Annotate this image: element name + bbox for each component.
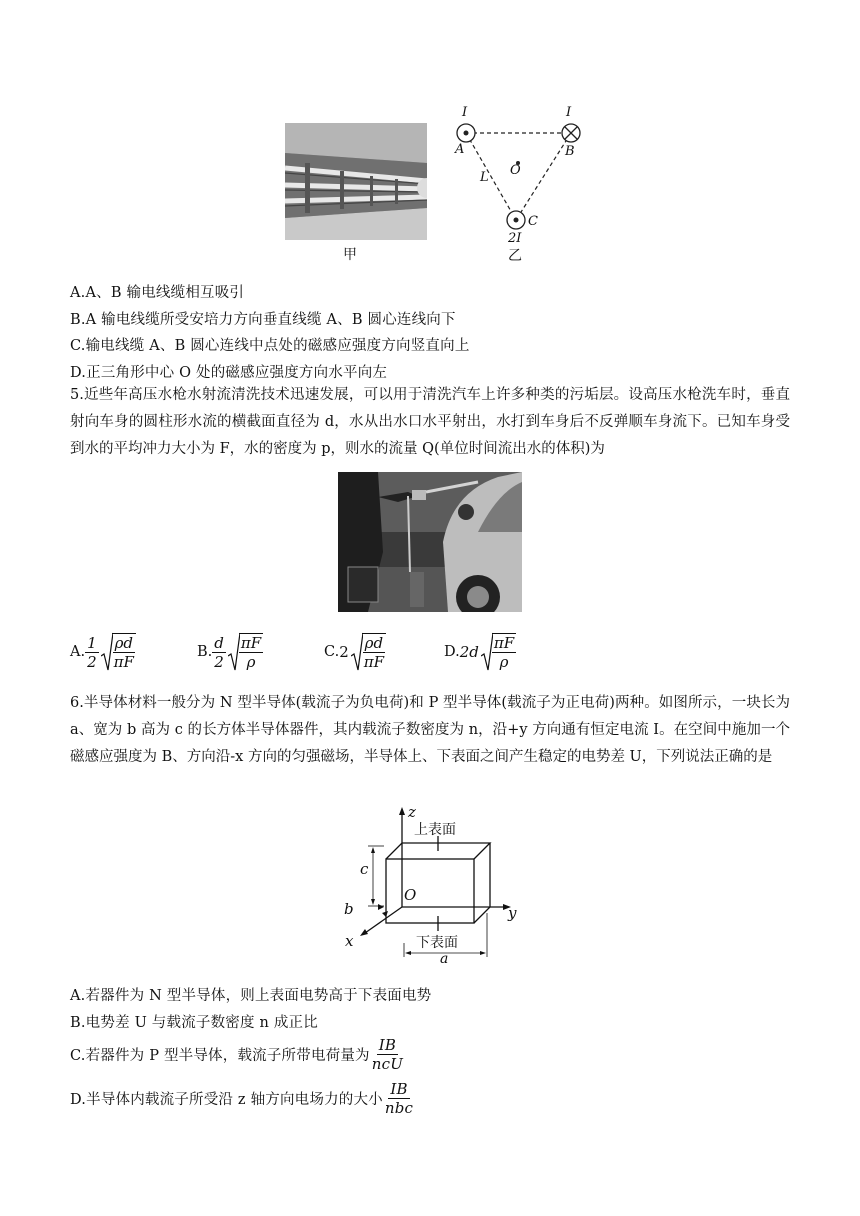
q6-option-a: A.若器件为 N 型半导体，则上表面电势高于下表面电势 [70, 988, 432, 1004]
q5-option-b: B. $\frac{d}{2}$ $\frac{\pi F}{\rho}$ [197, 633, 262, 671]
label-i-b: I [566, 105, 572, 120]
question-6-text: 6.半导体材料一般分为 N 型半导体(载流子为负电荷)和 P 型半导体(载流子为正电荷)两种。如图所示，一块长为 a、宽为 b 高为 c 的长方体半导体器件，其内载流子数密度为 n，沿+y 方向通有恒定电流 I。在空间中施加一个磁感应强度为 B、方向沿-x 方向的匀强磁场，半导体上、下表面之间产生稳定的电势差 U，下列说法正确的是 [70, 695, 790, 765]
axis-x-label: x [345, 932, 354, 950]
question-5-text: 5.近些年高压水枪水射流清洗技术迅速发展，可以用于清洗汽车上许多种类的污垢层。设高压水枪洗车时，垂直射向车身的圆柱形水流的横截面直径为 d，水从出水口水平射出，水打到车身后不反弹顺车身流下。已知车身受到水的平均冲力大小为 F，水的密度为 p，则水的流量 Q(单位时间流出水的体积)为 [70, 387, 790, 457]
q6-option-b: B.电势差 U 与载流子数密度 n 成正比 [70, 1015, 318, 1031]
q5-option-d: D. 2d $\frac{\pi F}{\rho}$ [444, 634, 515, 671]
label-i-a: I [462, 105, 468, 120]
label-l: L [480, 170, 489, 185]
q4-option-d: D.正三角形中心 O 处的磁感应强度方向水平向左 [70, 365, 388, 381]
dim-b-label: b [344, 900, 354, 918]
q6-option-d: D.半导体内载流子所受沿 z 轴方向电场力的大小 $\frac{IB}{\text{nbc}}$ [70, 1080, 414, 1117]
q4-option-c: C.输电线缆 A、B 圆心连线中点处的磁感应强度方向竖直向上 [70, 338, 470, 354]
q5-option-c: C. 2 $\frac{\rho d}{\pi F}$ [324, 634, 385, 671]
car-wash-photo [338, 472, 522, 612]
cable-a-icon [457, 124, 475, 142]
q4-option-a: A.A、B 输电线缆相互吸引 [70, 285, 245, 301]
dim-a-label: a [440, 951, 449, 967]
axis-y-label: y [508, 904, 517, 922]
label-b: B [565, 144, 575, 159]
q6-option-c: C.若器件为 P 型半导体，载流子所带电荷量为 $\frac{IB}{\text{ncU}}$ [70, 1036, 404, 1073]
label-o: O [510, 163, 521, 178]
bottom-surface-label: 下表面 [416, 935, 458, 951]
cable-b-icon [562, 124, 580, 142]
figure-caption-yi: 乙 [508, 248, 522, 264]
label-2i: 2I [508, 231, 522, 246]
dim-c-label: c [360, 860, 369, 878]
pipe-tunnel-photo [285, 123, 427, 240]
cable-c-icon [507, 211, 525, 229]
label-a: A [455, 142, 465, 157]
figure-caption-jia: 甲 [343, 247, 357, 263]
top-surface-label: 上表面 [414, 822, 456, 838]
q4-option-b: B.A 输电线缆所受安培力方向垂直线缆 A、B 圆心连线向下 [70, 312, 456, 328]
q5-option-a: A. $\frac{1}{2}$ $\frac{\rho d}{\pi F}$ [70, 633, 134, 671]
label-c: C [528, 214, 538, 229]
origin-o-label: O [404, 886, 417, 904]
axis-z-label: z [408, 803, 416, 821]
